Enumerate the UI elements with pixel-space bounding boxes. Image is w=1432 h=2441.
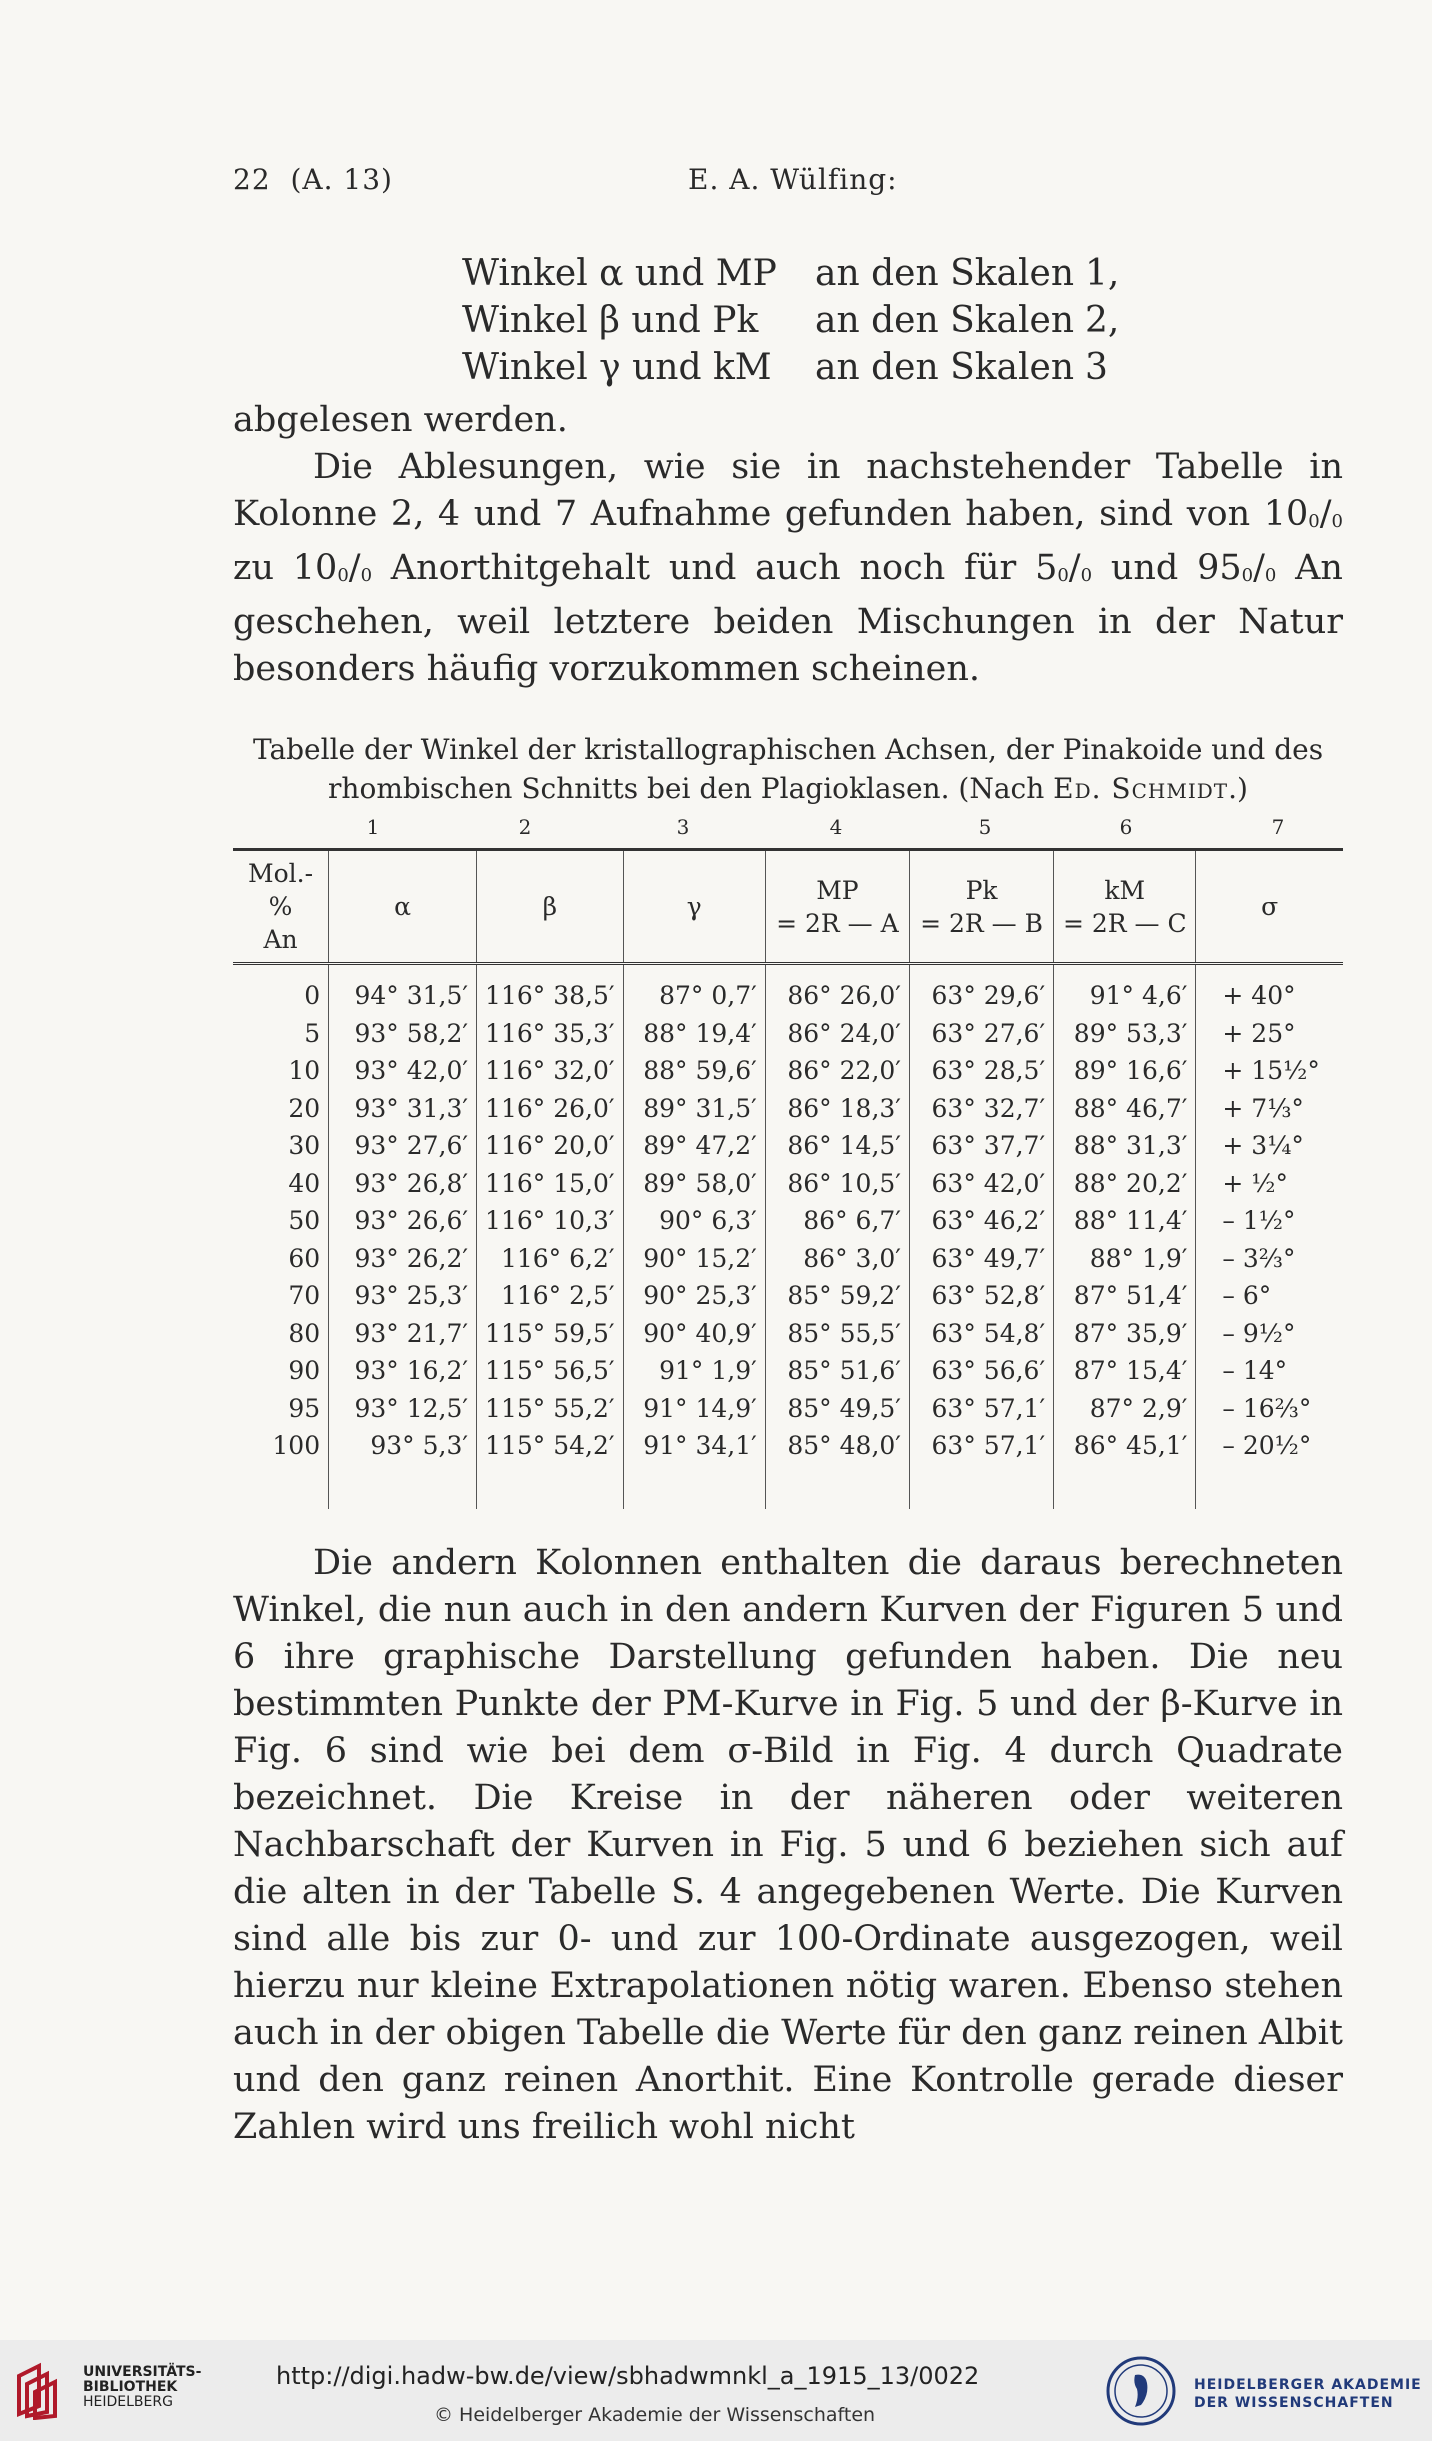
cell-value: 86° 14,5′ — [765, 1127, 909, 1165]
cell-value: 63° 49,7′ — [909, 1240, 1053, 1278]
cell-value: 88° 1,9′ — [1054, 1240, 1196, 1278]
cell-value: 116° 35,3′ — [477, 1015, 624, 1053]
table-row — [233, 1352, 1343, 1390]
cell-value: + 25° — [1196, 1015, 1343, 1053]
cell-value: – 3⅔° — [1196, 1240, 1343, 1278]
cell-value: 90° 6,3′ — [623, 1202, 765, 1240]
cell-value: 63° 46,2′ — [909, 1202, 1053, 1240]
cell-an: 5 — [304, 1018, 321, 1048]
cell-an: 10 — [288, 1056, 321, 1086]
cell-an: 60 — [288, 1243, 321, 1273]
cell-value: 63° 27,6′ — [909, 1015, 1053, 1053]
cell-value: 63° 57,1′ — [909, 1390, 1053, 1428]
cell-value: 94° 31,5′ — [329, 964, 477, 1015]
paragraph-ablesungen: Die Ablesungen, wie sie in nachstehender Tabelle in Kolonne 2, 4 und 7 Aufnahme gefunden haben, sind von $10^0/_0$ zu $10^0/_0$ Anorthitgehalt und auch noch für $5^0/_0$ und $95^0/_0$ An geschehen, weil letztere beiden Mischungen in der Natur besonders häufig vorzukommen scheinen. — [233, 447, 1343, 689]
cell-value: 90° 25,3′ — [623, 1277, 765, 1315]
header-alpha: α — [329, 850, 477, 964]
cell-value: 90° 40,9′ — [623, 1315, 765, 1353]
cell-value: – 20½° — [1196, 1427, 1343, 1465]
cell-value: 116° 38,5′ — [477, 964, 624, 1015]
table-row — [233, 964, 1343, 1015]
cell-value: 91° 1,9′ — [623, 1352, 765, 1390]
cell-value: 89° 58,0′ — [623, 1165, 765, 1203]
cell-value: 86° 18,3′ — [765, 1090, 909, 1128]
cell-value: 63° 56,6′ — [909, 1352, 1053, 1390]
cell-value: + 40° — [1196, 964, 1343, 1015]
table-caption: Tabelle der Winkel der kristallographischen Achsen, der Pinakoide und des rhombischen Schnitts bei den Plagioklasen. (Nach Ed. Schmidt.) — [252, 733, 1324, 805]
source-url[interactable]: http://digi.hadw-bw.de/view/sbhadwmnkl_a_1915_13/0022 — [276, 2362, 980, 2390]
cell-value: 115° 54,2′ — [477, 1427, 624, 1465]
cell-an: 0 — [304, 981, 321, 1011]
cell-value: – 6° — [1196, 1277, 1343, 1315]
cell-value: 63° 57,1′ — [909, 1427, 1053, 1465]
library-name: UNIVERSITÄTS- BIBLIOTHEK HEIDELBERG — [83, 2364, 202, 2410]
cell-value: 63° 28,5′ — [909, 1052, 1053, 1090]
cell-value: 89° 31,5′ — [623, 1090, 765, 1128]
cell-value: 87° 35,9′ — [1054, 1315, 1196, 1353]
cell-value: 93° 16,2′ — [329, 1352, 477, 1390]
cell-value: 93° 42,0′ — [329, 1052, 477, 1090]
cell-value: 116° 26,0′ — [477, 1090, 624, 1128]
text-abgelesen: abgelesen werden. — [233, 400, 568, 440]
scale-list — [462, 250, 1119, 391]
running-header — [233, 163, 1343, 203]
cell-value: 89° 53,3′ — [1054, 1015, 1196, 1053]
cell-value: 93° 26,2′ — [329, 1240, 477, 1278]
cell-value: 85° 55,5′ — [765, 1315, 909, 1353]
plagioclase-angle-table — [233, 848, 1343, 1509]
cell-value: – 9½° — [1196, 1315, 1343, 1353]
cell-value: 116° 15,0′ — [477, 1165, 624, 1203]
cell-value: 86° 10,5′ — [765, 1165, 909, 1203]
scale-line: Winkel β und Pk an den Skalen 2, — [462, 300, 1120, 341]
cell-an: 50 — [288, 1206, 321, 1236]
cell-value: 86° 45,1′ — [1054, 1427, 1196, 1465]
cell-an: 100 — [272, 1431, 321, 1461]
table-row — [233, 1240, 1343, 1278]
cell-value: 88° 11,4′ — [1054, 1202, 1196, 1240]
cell-value: 93° 31,3′ — [329, 1090, 477, 1128]
scale-line: Winkel α und MP an den Skalen 1, — [462, 253, 1120, 294]
table-spacer-row — [233, 1465, 1343, 1509]
cell-value: 85° 51,6′ — [765, 1352, 909, 1390]
table-row — [233, 1090, 1343, 1128]
cell-value: 86° 6,7′ — [765, 1202, 909, 1240]
cell-an: 40 — [288, 1168, 321, 1198]
cell-value: 89° 16,6′ — [1054, 1052, 1196, 1090]
cell-value: 86° 26,0′ — [765, 964, 909, 1015]
cell-value: 88° 59,6′ — [623, 1052, 765, 1090]
cell-value: – 16⅔° — [1196, 1390, 1343, 1428]
cell-value: 88° 31,3′ — [1054, 1127, 1196, 1165]
page-number: 22 (A. 13) — [233, 163, 393, 196]
table-row — [233, 1315, 1343, 1353]
table-row — [233, 1202, 1343, 1240]
cell-value: 63° 29,6′ — [909, 964, 1053, 1015]
academy-name: HEIDELBERGER AKADEMIE DER WISSENSCHAFTEN — [1194, 2377, 1422, 2411]
table-row — [233, 1390, 1343, 1428]
table-row — [233, 1127, 1343, 1165]
cell-value: 91° 4,6′ — [1054, 964, 1196, 1015]
cell-value: 93° 5,3′ — [329, 1427, 477, 1465]
cell-value: 93° 26,8′ — [329, 1165, 477, 1203]
cell-value: 93° 21,7′ — [329, 1315, 477, 1353]
header-gamma: γ — [623, 850, 765, 964]
table-row — [233, 1015, 1343, 1053]
header-mp: MP = 2R — A — [765, 850, 909, 964]
cell-value: + ½° — [1196, 1165, 1343, 1203]
cell-value: 85° 49,5′ — [765, 1390, 909, 1428]
cell-value: – 1½° — [1196, 1202, 1343, 1240]
cell-value: 63° 32,7′ — [909, 1090, 1053, 1128]
cell-value: 86° 3,0′ — [765, 1240, 909, 1278]
cell-value: 90° 15,2′ — [623, 1240, 765, 1278]
cell-value: 116° 10,3′ — [477, 1202, 624, 1240]
footer-bar — [0, 2340, 1432, 2441]
header-pk: Pk = 2R — B — [909, 850, 1053, 964]
cell-value: 87° 2,9′ — [1054, 1390, 1196, 1428]
cell-value: 86° 22,0′ — [765, 1052, 909, 1090]
cell-an: 95 — [288, 1393, 321, 1423]
header-molpercent: Mol.-% An — [233, 850, 329, 964]
cell-value: + 7⅓° — [1196, 1090, 1343, 1128]
copyright-notice: © Heidelberger Akademie der Wissenschaften — [434, 2404, 876, 2426]
cell-an: 90 — [288, 1356, 321, 1386]
column-numbers: 1 2 3 4 5 6 7 — [366, 815, 1285, 839]
cell-value: 116° 6,2′ — [477, 1240, 624, 1278]
header-beta: β — [477, 850, 624, 964]
cell-value: 91° 14,9′ — [623, 1390, 765, 1428]
cell-value: 87° 15,4′ — [1054, 1352, 1196, 1390]
cell-value: 88° 20,2′ — [1054, 1165, 1196, 1203]
cell-value: – 14° — [1196, 1352, 1343, 1390]
cell-value: 116° 2,5′ — [477, 1277, 624, 1315]
cell-value: 88° 46,7′ — [1054, 1090, 1196, 1128]
cell-an: 30 — [288, 1131, 321, 1161]
scale-line: Winkel γ und kM an den Skalen 3 — [462, 347, 1108, 388]
header-km: kM = 2R — C — [1054, 850, 1196, 964]
cell-an: 80 — [288, 1318, 321, 1348]
cell-value: 85° 48,0′ — [765, 1427, 909, 1465]
cell-value: 115° 59,5′ — [477, 1315, 624, 1353]
cell-value: 115° 55,2′ — [477, 1390, 624, 1428]
header-sigma: σ — [1196, 850, 1343, 964]
cell-value: 115° 56,5′ — [477, 1352, 624, 1390]
cell-value: 87° 0,7′ — [623, 964, 765, 1015]
cell-an: 70 — [288, 1281, 321, 1311]
paragraph-kolonnen: Die andern Kolonnen enthalten die daraus berechneten Winkel, die nun auch in den andern Kurven der Figuren 5 und 6 ihre graphische Darstellung gefunden haben. Die neu bestimmten Punkte der PM-Kurve in Fig. 5 und der β-Kurve in Fig. 6 sind wie bei dem σ-Bild in Fig. 4 durch Quadrate bezeichnet. Die Kreise in der näheren oder weiteren Nachbarschaft der Kurven in Fig. 5 und 6 beziehen sich auf die alten in der Tabelle S. 4 angegebenen Werte. Die Kurven sind alle bis zur 0- und zur 100-Ordinate ausgezogen, weil hierzu nur kleine Extrapolationen nötig waren. Ebenso stehen auch in der obigen Tabelle die Werte für den ganz reinen Albit und den ganz reinen Anorthit. Eine Kontrolle gerade dieser Zahlen wird uns freilich wohl nicht — [233, 1543, 1343, 2147]
table-row — [233, 1052, 1343, 1090]
cell-value: 88° 19,4′ — [623, 1015, 765, 1053]
cell-value: 63° 37,7′ — [909, 1127, 1053, 1165]
cell-value: 89° 47,2′ — [623, 1127, 765, 1165]
table-row — [233, 1277, 1343, 1315]
cell-value: 63° 52,8′ — [909, 1277, 1053, 1315]
cell-value: 116° 20,0′ — [477, 1127, 624, 1165]
cell-value: 93° 58,2′ — [329, 1015, 477, 1053]
cell-value: 87° 51,4′ — [1054, 1277, 1196, 1315]
cell-value: 93° 12,5′ — [329, 1390, 477, 1428]
cell-value: + 15½° — [1196, 1052, 1343, 1090]
table-row — [233, 1165, 1343, 1203]
cell-value: 93° 27,6′ — [329, 1127, 477, 1165]
running-author: E. A. Wülfing: — [688, 163, 898, 196]
cell-value: 86° 24,0′ — [765, 1015, 909, 1053]
cell-value: 91° 34,1′ — [623, 1427, 765, 1465]
cell-value: + 3¼° — [1196, 1127, 1343, 1165]
table-header-row — [233, 850, 1343, 964]
cell-value: 116° 32,0′ — [477, 1052, 624, 1090]
academy-seal-icon — [1105, 2355, 1177, 2427]
cell-value: 93° 25,3′ — [329, 1277, 477, 1315]
cell-value: 93° 26,6′ — [329, 1202, 477, 1240]
cell-value: 63° 54,8′ — [909, 1315, 1053, 1353]
cell-value: 63° 42,0′ — [909, 1165, 1053, 1203]
table-row — [233, 1427, 1343, 1465]
library-logo-icon — [13, 2362, 71, 2420]
cell-an: 20 — [288, 1093, 321, 1123]
cell-value: 85° 59,2′ — [765, 1277, 909, 1315]
